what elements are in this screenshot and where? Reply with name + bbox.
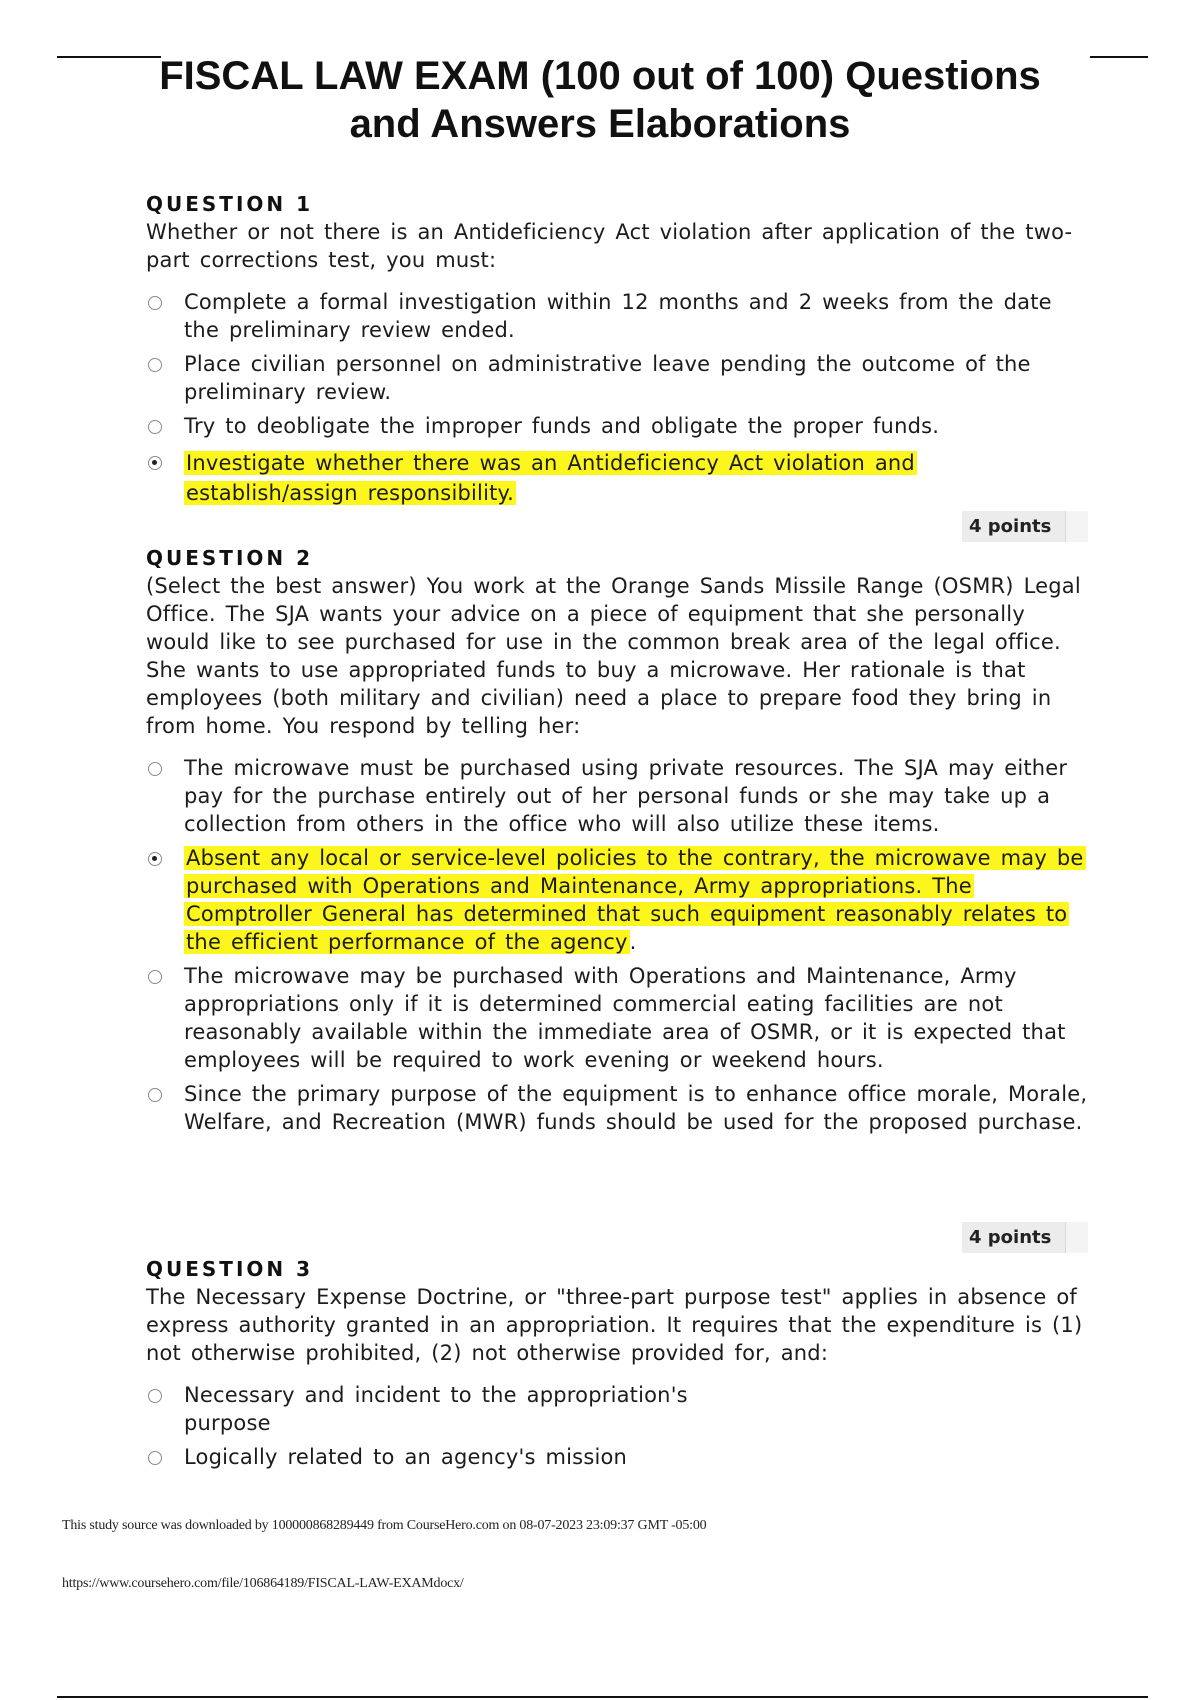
document-title [100,52,1100,148]
answer-option-selected[interactable] [146,448,1094,508]
points-value: 4 points [969,516,1052,537]
points-cap [1065,1222,1088,1253]
answer-option[interactable] [146,754,1094,838]
highlight-trailing-period: . [629,930,637,954]
radio-unselected-icon[interactable] [148,1451,162,1465]
radio-unselected-icon[interactable] [148,762,162,776]
radio-unselected-icon[interactable] [148,1088,162,1102]
radio-unselected-icon[interactable] [148,1389,162,1403]
question-label: QUESTION 3 [146,1257,314,1281]
radio-unselected-icon[interactable] [148,970,162,984]
answer-option[interactable] [146,350,1094,406]
answer-option-text: Logically related to an agency's mission [184,1445,628,1469]
answer-option-text: Complete a formal investigation within 12 months and 2 weeks from the date the preliminary review ended. [184,290,1052,342]
points-badge-q1 [962,511,1088,542]
answer-option-text: The microwave may be purchased with Operations and Maintenance, Army appropriations only if it is determined commercial eating facilities are not reasonably available within the immediate area of OSMR, or it is expected that employees will be required to work evening or weekend hours. [184,964,1066,1072]
highlighted-answer: Absent any local or service-level policies to the contrary, the microwave may be purchased with Operations and Maintenance, Army appropriations. The Comptroller General has determined that such equipment reasonably relates to the efficient performance of the agency [186,846,1084,954]
highlighted-answer: Investigate whether there was an Antideficiency Act violation and establish/assign responsibility. [186,451,915,505]
answer-option[interactable] [146,1381,1094,1437]
question-label: QUESTION 1 [146,192,314,216]
answer-option[interactable] [146,962,1094,1074]
source-url-link[interactable]: https://www.coursehero.com/file/106864189/FISCAL-LAW-EXAMdocx/ [62,1576,464,1591]
question-1 [146,191,1094,508]
answer-option-selected[interactable] [146,844,1094,956]
answer-option-text: Necessary and incident to the appropriation's purpose [184,1383,688,1435]
answer-option-text: Try to deobligate the improper funds and obligate the proper funds. [184,414,940,438]
radio-selected-icon[interactable] [148,852,162,866]
bottom-rule [57,1696,1148,1698]
title-line-1: FISCAL LAW EXAM (100 out of 100) Questions [159,54,1041,98]
question-text: Whether or not there is an Antideficiency Act violation after application of the two-part corrections test, you must: [146,220,1073,272]
answer-option[interactable] [146,1443,1094,1471]
download-source-line: This study source was downloaded by 100000868289449 from CourseHero.com on 08-07-2023 23:09:37 GMT -05:00 [62,1518,707,1533]
answer-option-text: Since the primary purpose of the equipment is to enhance office morale, Morale, Welfare, and Recreation (MWR) funds should be used for the proposed purchase. [184,1082,1088,1134]
question-text: (Select the best answer) You work at the Orange Sands Missile Range (OSMR) Legal Office. The SJA wants your advice on a piece of equipment that she personally would like to see purchased for use in the common break area of the legal office. She wants to use appropriated funds to buy a microwave. Her rationale is that employees (both military and civilian) need a place to prepare food they bring in from home. You respond by telling her: [146,574,1081,738]
title-line-2: and Answers Elaborations [349,102,851,146]
points-value: 4 points [969,1227,1052,1248]
points-badge-q2 [962,1222,1088,1253]
radio-unselected-icon[interactable] [148,420,162,434]
radio-unselected-icon[interactable] [148,358,162,372]
answer-option-text: The microwave must be purchased using private resources. The SJA may either pay for the purchase entirely out of her personal funds or she may take up a collection from others in the office who will also utilize these items. [184,756,1068,836]
answer-option-text: Place civilian personnel on administrative leave pending the outcome of the preliminary review. [184,352,1031,404]
question-label: QUESTION 2 [146,546,314,570]
question-3 [146,1256,1094,1471]
question-text: The Necessary Expense Doctrine, or "three-part purpose test" applies in absence of express authority granted in an appropriation. It requires that the expenditure is (1) not otherwise prohibited, (2) not otherwise provided for, and: [146,1285,1083,1365]
answer-option[interactable] [146,288,1094,344]
radio-unselected-icon[interactable] [148,296,162,310]
question-2 [146,545,1094,1136]
points-cap [1065,511,1088,542]
answer-option[interactable] [146,1080,1094,1136]
answer-option[interactable] [146,412,1094,440]
radio-selected-icon[interactable] [148,456,162,470]
